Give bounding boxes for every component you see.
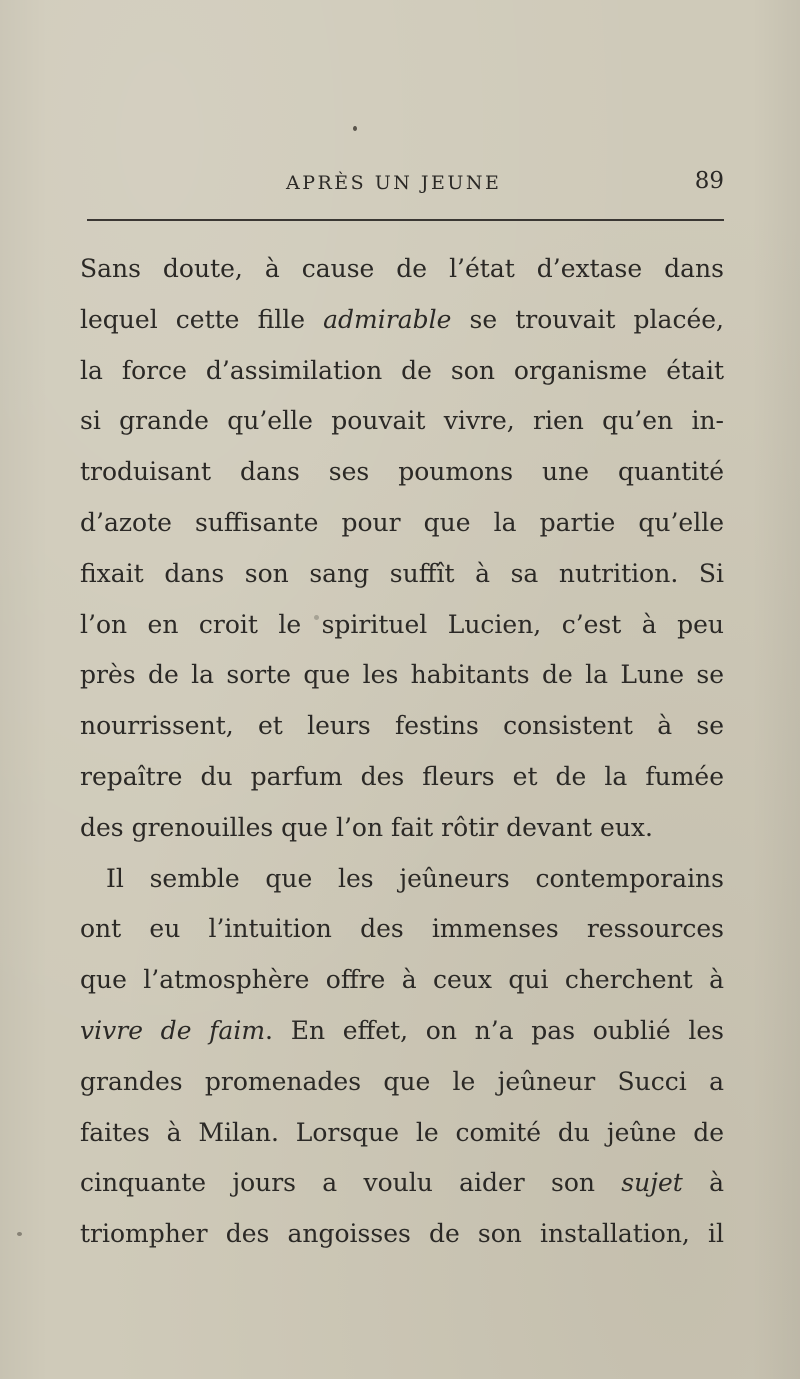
- text-line: [80, 854, 724, 905]
- text-line: [80, 600, 724, 651]
- text-line: [80, 1158, 724, 1209]
- body-text: [80, 244, 724, 1260]
- text-segment: faites à Milan. Lorsque le comité du jeûne de: [80, 1117, 724, 1147]
- header-rule: [87, 219, 724, 221]
- text-segment: à: [682, 1168, 724, 1198]
- text-segment: troduisant dans ses poumons une quantité: [80, 457, 724, 487]
- text-segment: ont eu l’intuition des immenses ressources: [80, 914, 724, 944]
- text-line: [80, 549, 724, 600]
- text-segment: la force d’assimilation de son organisme était: [80, 355, 724, 385]
- page-number: 89: [694, 168, 724, 194]
- page-header: [80, 168, 724, 198]
- running-title: APRÈS UN JEUNE: [286, 172, 502, 194]
- text-line: [80, 295, 724, 346]
- text-segment: Il semble que les jeûneurs contemporains: [106, 863, 724, 893]
- text-line: [80, 396, 724, 447]
- text-segment: cinquante jours a voulu aider son: [80, 1168, 622, 1198]
- text-line: [80, 701, 724, 752]
- text-line: [80, 752, 724, 803]
- text-segment: . En effet, on n’a pas oublié les: [265, 1015, 724, 1045]
- text-segment: d’azote suffisante pour que la partie qu’elle: [80, 507, 724, 537]
- text-line: [80, 803, 724, 854]
- paper-speck: [353, 126, 357, 131]
- text-line: [80, 1057, 724, 1108]
- text-line: [80, 904, 724, 955]
- text-segment: lequel cette fille: [80, 304, 324, 334]
- text-segment: que l’atmosphère offre à ceux qui cherchent à: [80, 965, 724, 995]
- text-segment: nourrissent, et leurs festins consistent à se: [80, 711, 724, 741]
- text-segment: des grenouilles que l’on fait rôtir devant eux.: [80, 812, 653, 842]
- text-line: [80, 498, 724, 549]
- text-line: [80, 1209, 724, 1260]
- text-segment: grandes promenades que le jeûneur Succi a: [80, 1066, 724, 1096]
- text-line: [80, 447, 724, 498]
- paper-speck: [314, 615, 319, 620]
- text-segment: Sans doute, à cause de l’état d’extase dans: [80, 254, 724, 283]
- text-line: [80, 1006, 724, 1057]
- text-segment: triompher des angoisses de son installation, il: [80, 1219, 724, 1249]
- text-segment: l’on en croit le spirituel Lucien, c’est à peu: [80, 609, 724, 639]
- italic-phrase: vivre de faim: [80, 1015, 266, 1045]
- text-segment: près de la sorte que les habitants de la Lune se: [80, 660, 724, 690]
- text-line: [80, 955, 724, 1006]
- text-segment: se trouvait placée,: [451, 304, 724, 334]
- text-segment: si grande qu’elle pouvait vivre, rien qu’en in-: [80, 406, 724, 436]
- text-line: [80, 650, 724, 701]
- paper-speck: [17, 1232, 22, 1236]
- italic-phrase: admirable: [323, 304, 452, 334]
- italic-phrase: sujet: [621, 1168, 683, 1198]
- text-segment: fixait dans son sang suffît à sa nutrition. Si: [80, 558, 724, 588]
- text-line: [80, 1108, 724, 1159]
- text-line: [80, 346, 724, 397]
- text-segment: repaître du parfum des fleurs et de la fumée: [80, 761, 724, 791]
- text-line: [80, 244, 724, 295]
